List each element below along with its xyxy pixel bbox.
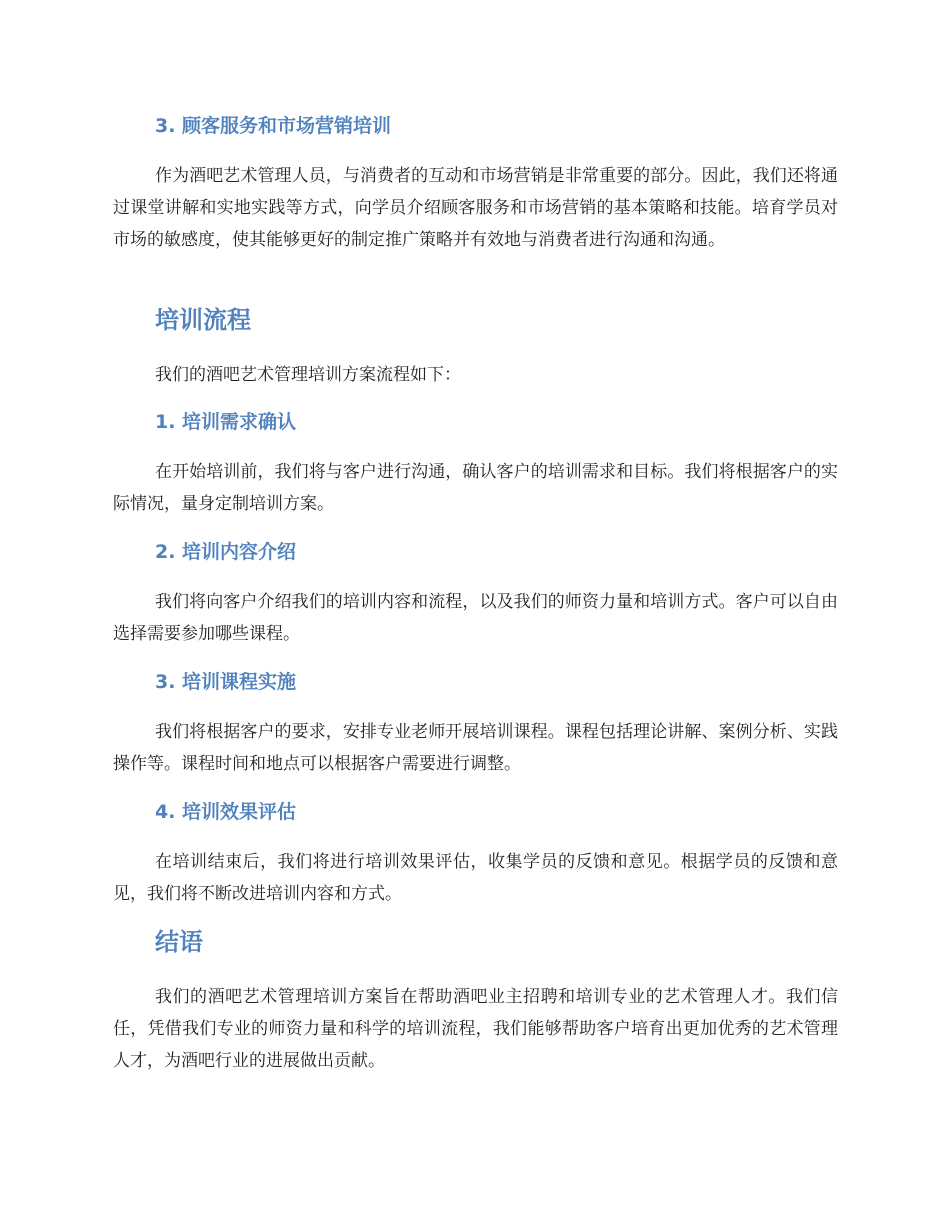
paragraph-course-implementation: 我们将根据客户的要求，安排专业老师开展培训课程。课程包括理论讲解、案例分析、实践操作等。课程时间和地点可以根据客户需要进行调整。 bbox=[113, 722, 838, 774]
paragraph-needs-confirmation: 在开始培训前，我们将与客户进行沟通，确认客户的培训需求和目标。我们将根据客户的实际情况，量身定制培训方案。 bbox=[113, 462, 838, 514]
section-heading-course-implementation: 3. 培训课程实施 bbox=[155, 671, 297, 693]
section-heading-needs-confirmation: 1. 培训需求确认 bbox=[155, 411, 297, 433]
paragraph-process-intro: 我们的酒吧艺术管理培训方案流程如下： bbox=[155, 365, 461, 385]
paragraph-conclusion: 我们的酒吧艺术管理培训方案旨在帮助酒吧业主招聘和培训专业的艺术管理人才。我们信任，凭借我们专业的师资力量和科学的培训流程，我们能够帮助客户培育出更加优秀的艺术管理人才，为酒吧行业的进展做出贡献。 bbox=[113, 987, 838, 1071]
section-heading-conclusion: 结语 bbox=[155, 928, 203, 956]
section-heading-content-intro: 2. 培训内容介绍 bbox=[155, 541, 297, 563]
section-heading-customer-service: 3. 顾客服务和市场营销培训 bbox=[155, 115, 392, 137]
section-heading-training-process: 培训流程 bbox=[155, 306, 251, 334]
paragraph-customer-service: 作为酒吧艺术管理人员，与消费者的互动和市场营销是非常重要的部分。因此，我们还将通过课堂讲解和实地实践等方式，向学员介绍顾客服务和市场营销的基本策略和技能。培育学员对市场的敏感度，使其能够更好的制定推广策略并有效地与消费者进行沟通和沟通。 bbox=[113, 166, 838, 250]
paragraph-content-intro: 我们将向客户介绍我们的培训内容和流程，以及我们的师资力量和培训方式。客户可以自由选择需要参加哪些课程。 bbox=[113, 592, 838, 644]
section-heading-effect-evaluation: 4. 培训效果评估 bbox=[155, 801, 297, 823]
paragraph-effect-evaluation: 在培训结束后，我们将进行培训效果评估，收集学员的反馈和意见。根据学员的反馈和意见，我们将不断改进培训内容和方式。 bbox=[113, 852, 838, 904]
